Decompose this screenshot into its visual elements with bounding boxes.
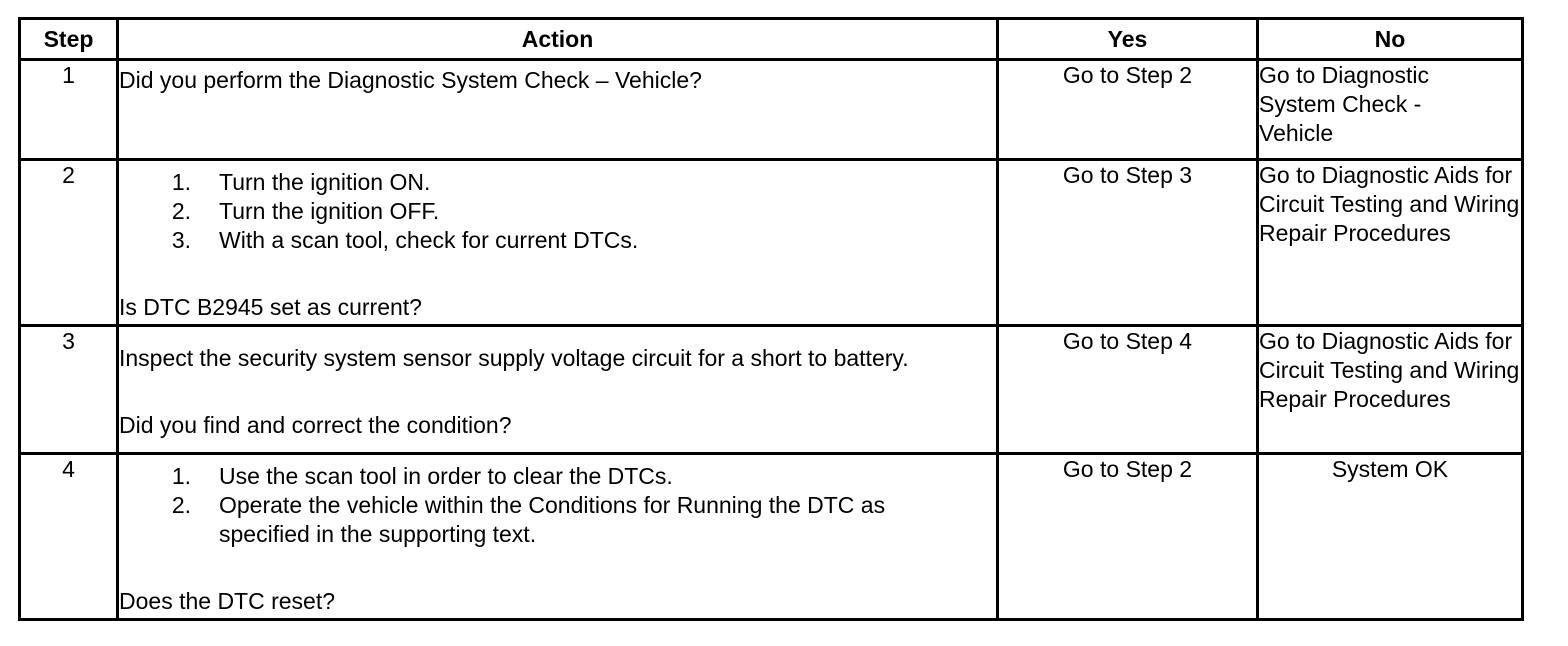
header-action: Action	[118, 19, 998, 60]
no-cell	[1258, 454, 1523, 620]
no-cell	[1258, 326, 1523, 454]
yes-action: Go to Step 4	[1062, 328, 1193, 354]
action-cell	[118, 454, 998, 620]
step-list	[119, 168, 996, 255]
question-text: Does the DTC reset?	[119, 588, 336, 614]
question-text: Did you find and correct the condition?	[119, 412, 512, 438]
no-action: System OK	[1331, 456, 1449, 482]
action-cell	[118, 60, 998, 160]
yes-cell	[998, 454, 1258, 620]
step-number: 2	[20, 160, 118, 326]
header-row	[20, 19, 1523, 60]
no-action: Go to Diagnostic Aids for Circuit Testing and Wiring Repair Procedures	[1259, 328, 1520, 412]
list-item: 2. Operate the vehicle within the Conditions for Running the DTC as specified in the supporting text.	[171, 492, 886, 547]
no-action: Go to Diagnostic System Check - Vehicle	[1259, 62, 1430, 146]
list-item: 3. With a scan tool, check for current DTCs.	[171, 227, 639, 253]
no-cell	[1258, 60, 1523, 160]
header-step: Step	[20, 19, 118, 60]
header-yes: Yes	[998, 19, 1258, 60]
no-cell	[1258, 160, 1523, 326]
step-number: 3	[20, 326, 118, 454]
yes-action: Go to Step 2	[1062, 62, 1193, 88]
header-no: No	[1258, 19, 1523, 60]
step-number: 4	[20, 454, 118, 620]
step-number: 1	[20, 60, 118, 160]
yes-action: Go to Step 3	[1062, 162, 1193, 188]
question-text: Is DTC B2945 set as current?	[119, 294, 422, 320]
list-item: 1. Turn the ignition ON.	[171, 169, 431, 195]
table-row	[20, 326, 1523, 454]
action-cell	[118, 160, 998, 326]
list-item: 2. Turn the ignition OFF.	[171, 198, 440, 224]
table-row	[20, 60, 1523, 160]
table-row	[20, 454, 1523, 620]
action-text: Did you perform the Diagnostic System Check – Vehicle?	[119, 67, 702, 93]
yes-cell	[998, 326, 1258, 454]
action-cell	[118, 326, 998, 454]
action-text: Inspect the security system sensor supply voltage circuit for a short to battery.	[119, 345, 909, 371]
table-row	[20, 160, 1523, 326]
no-action: Go to Diagnostic Aids for Circuit Testing and Wiring Repair Procedures	[1259, 162, 1520, 246]
yes-action: Go to Step 2	[1062, 456, 1193, 482]
yes-cell	[998, 160, 1258, 326]
step-list	[119, 462, 996, 549]
yes-cell	[998, 60, 1258, 160]
diagnostic-table	[18, 17, 1524, 621]
list-item: 1. Use the scan tool in order to clear the DTCs.	[171, 463, 673, 489]
